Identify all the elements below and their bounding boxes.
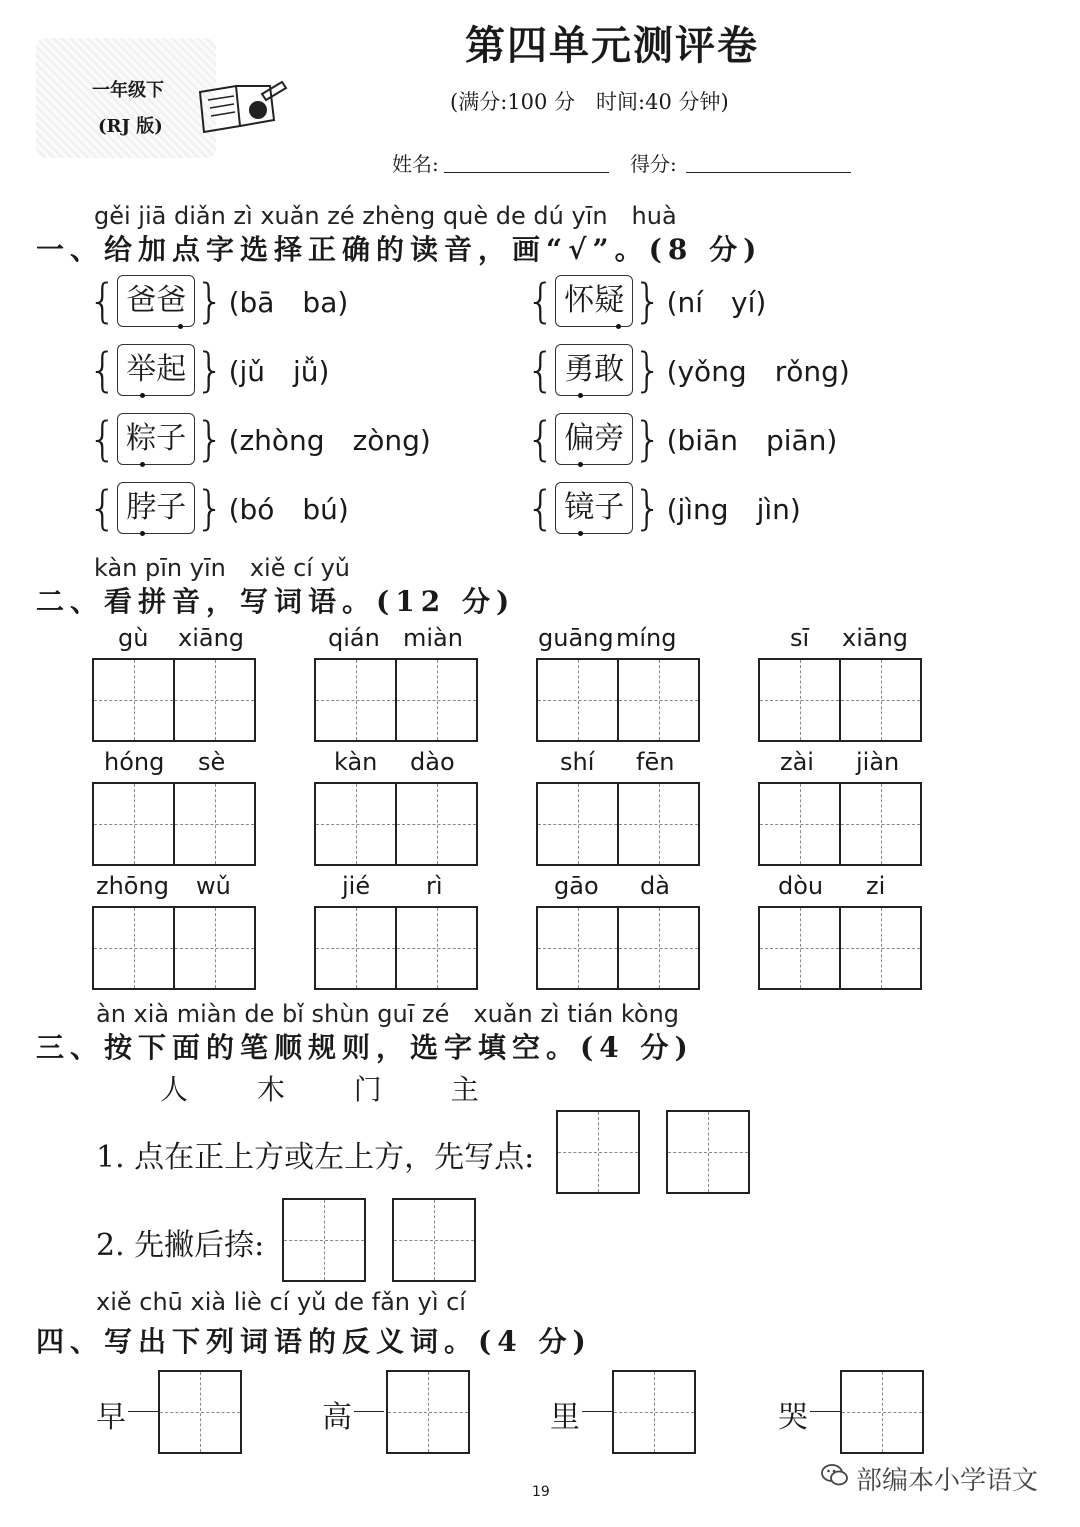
section3-heading: 三、按下面的笔顺规则，选字填空。(4 分) [36, 1031, 694, 1064]
writing-grid[interactable] [758, 906, 922, 990]
writing-grid[interactable] [758, 782, 922, 866]
word-box: 怀疑 [555, 275, 633, 327]
antonym-box[interactable] [612, 1370, 696, 1454]
pinyin-options[interactable]: (zhòng zòng) [228, 424, 431, 457]
brace-left: { [526, 274, 556, 328]
word-box: 爸爸 [117, 275, 195, 327]
brace-right: } [195, 274, 225, 328]
page-title: 第四单元测评卷 [465, 22, 759, 69]
brace-left: { [526, 412, 556, 466]
writing-grid[interactable] [758, 658, 922, 742]
answer-box[interactable] [666, 1110, 750, 1194]
edition-label: (RJ 版) [98, 116, 163, 137]
brace-right: } [633, 274, 663, 328]
pinyin-label: rì [426, 872, 443, 900]
writing-grid[interactable] [314, 658, 478, 742]
pinyin-options[interactable]: (yǒng rǒng) [666, 355, 850, 388]
brace-left: { [526, 481, 556, 535]
reading-item[interactable] [88, 341, 329, 399]
writing-grid[interactable] [314, 906, 478, 990]
pinyin-options[interactable]: (biān piān) [666, 424, 838, 457]
brace-left: { [88, 412, 118, 466]
brace-right: } [195, 481, 225, 535]
writing-grid[interactable] [536, 782, 700, 866]
pinyin-label: jiàn [856, 748, 900, 776]
name-field[interactable] [444, 172, 609, 173]
pinyin-label: wǔ [196, 872, 231, 900]
character-choices: 人 木 门 主 [160, 1073, 509, 1106]
antonym-box[interactable] [840, 1370, 924, 1454]
brace-right: } [633, 481, 663, 535]
antonym-box[interactable] [158, 1370, 242, 1454]
exam-info: (满分:100 分 时间:40 分钟) [450, 90, 729, 114]
pinyin-label: gāo [554, 872, 599, 900]
answer-box[interactable] [556, 1110, 640, 1194]
pinyin-label: zi [866, 872, 886, 900]
reading-item[interactable] [88, 479, 349, 537]
pinyin-label: qián [328, 624, 380, 652]
reading-item[interactable] [526, 341, 850, 399]
brace-left: { [88, 274, 118, 328]
brace-right: } [195, 412, 225, 466]
pinyin-label: sī [790, 624, 810, 652]
antonym-word: 哭 [778, 1400, 808, 1435]
answer-box[interactable] [392, 1198, 476, 1282]
writing-grid[interactable] [536, 906, 700, 990]
pinyin-label: sè [198, 748, 226, 776]
pinyin-options[interactable]: (jǔ jǚ) [228, 355, 330, 388]
pinyin-label: shí [560, 748, 595, 776]
connector-line [582, 1411, 612, 1412]
word-box: 脖子 [117, 482, 195, 534]
section1-pinyin: gěi jiā diǎn zì xuǎn zé zhèng què de dú yīn huà [94, 202, 677, 230]
section3-pinyin: àn xià miàn de bǐ shùn guī zé xuǎn zì tián kòng [96, 1000, 680, 1028]
pinyin-label: fēn [636, 748, 675, 776]
page-number: 19 [532, 1484, 550, 1500]
answer-box[interactable] [282, 1198, 366, 1282]
brace-left: { [526, 343, 556, 397]
word-box: 举起 [117, 344, 195, 396]
pinyin-label: dà [640, 872, 670, 900]
pinyin-options[interactable]: (jìng jìn) [666, 493, 801, 526]
pinyin-label: miàn [403, 624, 463, 652]
reading-item[interactable] [88, 410, 431, 468]
word-box: 镜子 [555, 482, 633, 534]
reading-item[interactable] [526, 479, 801, 537]
score-field[interactable] [686, 172, 851, 173]
writing-grid[interactable] [92, 906, 256, 990]
pinyin-options[interactable]: (bó bú) [228, 493, 349, 526]
section1-heading: 一、给加点字选择正确的读音，画“√”。(8 分) [36, 233, 763, 266]
wechat-icon [820, 1462, 850, 1495]
word-box: 粽子 [117, 413, 195, 465]
score-label: 得分: [630, 152, 677, 176]
watermark [820, 1460, 1038, 1497]
book-icon [196, 80, 292, 140]
reading-item[interactable] [88, 272, 348, 330]
connector-line [810, 1411, 840, 1412]
brace-right: } [633, 343, 663, 397]
writing-grid[interactable] [314, 782, 478, 866]
pinyin-label: zhōng [96, 872, 169, 900]
pinyin-label: xiāng [842, 624, 909, 652]
question-1: 1. 点在正上方或左上方，先写点: [96, 1140, 535, 1175]
brace-right: } [633, 412, 663, 466]
pinyin-label: hóng [104, 748, 165, 776]
word-box: 勇敢 [555, 344, 633, 396]
pinyin-label: xiāng [178, 624, 245, 652]
pinyin-options[interactable]: (ní yí) [666, 286, 767, 319]
pinyin-options[interactable]: (bā ba) [228, 286, 349, 319]
antonym-box[interactable] [386, 1370, 470, 1454]
name-label: 姓名: [392, 152, 439, 176]
pinyin-label: kàn [334, 748, 378, 776]
brace-left: { [88, 481, 118, 535]
question-2: 2. 先撇后捺: [96, 1228, 265, 1263]
section2-heading: 二、看拼音，写词语。(12 分) [36, 585, 516, 618]
reading-item[interactable] [526, 410, 837, 468]
section4-heading: 四、写出下列词语的反义词。(4 分) [36, 1325, 592, 1358]
pinyin-label: míng [616, 624, 677, 652]
reading-item[interactable] [526, 272, 766, 330]
watermark-text: 部编本小学语文 [856, 1466, 1039, 1496]
grade-label: 一年级下 [92, 80, 164, 101]
writing-grid[interactable] [92, 658, 256, 742]
brace-right: } [195, 343, 225, 397]
pinyin-label: gù [118, 624, 149, 652]
antonym-word: 早 [96, 1400, 126, 1435]
brace-left: { [88, 343, 118, 397]
pinyin-label: dào [410, 748, 455, 776]
connector-line [354, 1411, 384, 1412]
connector-line [128, 1411, 158, 1412]
writing-grid[interactable] [536, 658, 700, 742]
writing-grid[interactable] [92, 782, 256, 866]
pinyin-label: jié [342, 872, 371, 900]
pinyin-label: zài [780, 748, 814, 776]
word-box: 偏旁 [555, 413, 633, 465]
section4-pinyin: xiě chū xià liè cí yǔ de fǎn yì cí [96, 1288, 466, 1316]
pinyin-label: guāng [538, 624, 614, 652]
antonym-word: 里 [550, 1400, 580, 1435]
antonym-word: 高 [322, 1400, 352, 1435]
section2-pinyin: kàn pīn yīn xiě cí yǔ [94, 554, 351, 582]
pinyin-label: dòu [778, 872, 824, 900]
